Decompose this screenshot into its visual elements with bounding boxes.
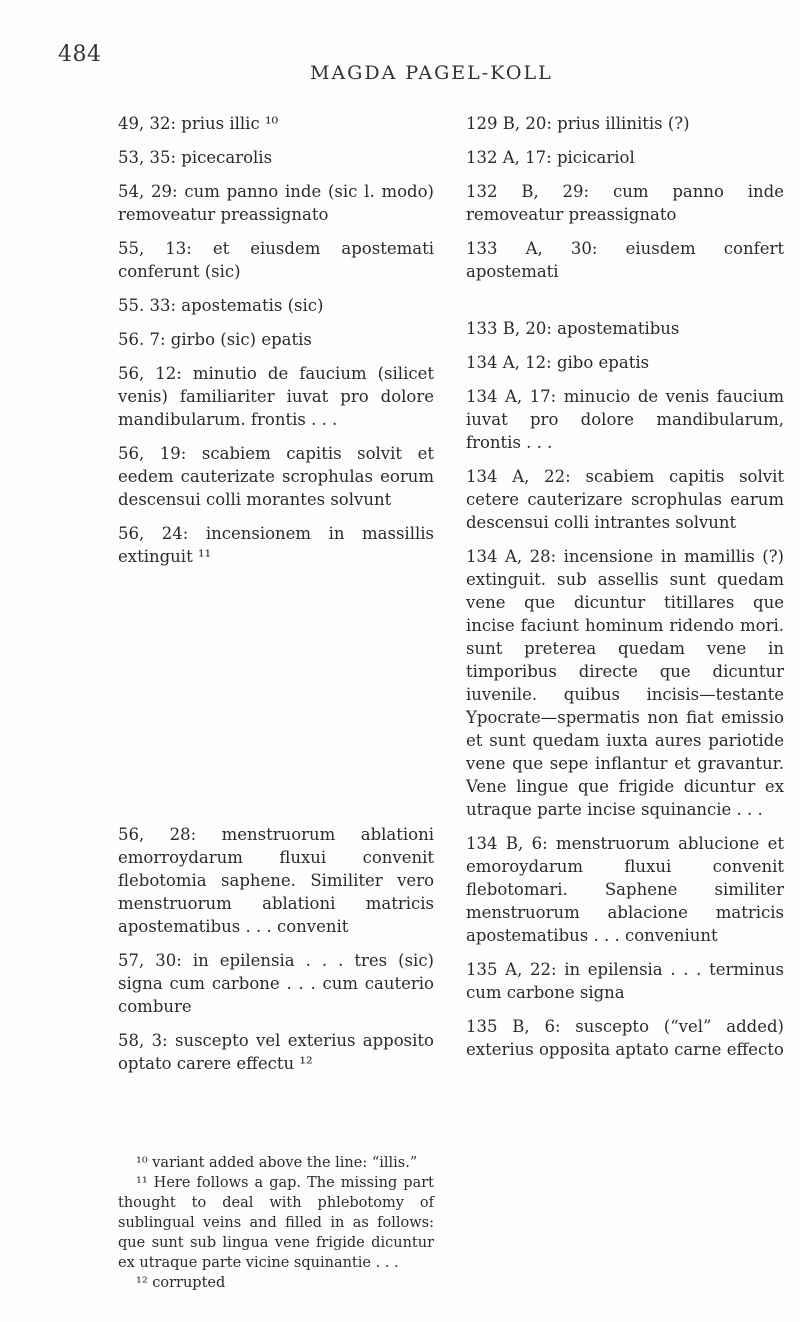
footnote: ¹¹ Here follows a gap. The missing part thought to deal with phlebotomy of sublingual veins and filled in as follows: que sunt sub lingua vene frigide dicuntur ex utraque parte vicine squinantie . . . — [118, 1175, 434, 1271]
right-entry: 134 A, 28: incensione in mamillis (?) extinguit. sub assellis sunt quedam vene que dicuntur titillares que incise faciunt hominum ridendo mori. sunt preterea quedam vene in timporibus directe que dicuntur iuvenile. quibus incisis—testante Ypocrate—spermatis non fiat emissio et sunt quedam iuxta aures pariotide vene que sepe inflantur et gravantur. Vene lingue que frigide dicuntur ex utraque parte incise squinancie . . . — [466, 547, 784, 819]
right-entry: 134 A, 22: scabiem capitis solvit cetere cauterizare scrophulas earum descensui colli intrantes solvunt — [466, 467, 784, 532]
left-entry: 56, 19: scabiem capitis solvit et eedem cauterizate scrophulas eorum descensui colli morantes solvunt — [118, 444, 434, 509]
right-entry: 132 A, 17: picicariol — [466, 148, 635, 167]
left-entry: 54, 29: cum panno inde (sic l. modo) removeatur preassignato — [118, 182, 434, 224]
left-entry: 55, 13: et eiusdem apostemati conferunt (sic) — [118, 239, 434, 281]
right-entry: 134 B, 6: menstruorum ablucione et emoroydarum fluxui convenit flebotomari. Saphene similiter menstruorum ablacione matricis apostematibus . . . conveniunt — [466, 834, 784, 945]
right-entry: 135 B, 6: suscepto (“vel” added) exterius opposita aptato carne effecto — [466, 1017, 784, 1059]
right-entry: 133 B, 20: apostematibus — [466, 319, 680, 338]
left-entry: 49, 32: prius illic ¹⁰ — [118, 114, 279, 133]
right-entry: 134 A, 17: minucio de venis faucium iuvat pro dolore mandibularum, frontis . . . — [466, 387, 784, 452]
left-entry: 58, 3: suscepto vel exterius apposito optato carere effectu ¹² — [118, 1031, 434, 1073]
right-entry: 135 A, 22: in epilensia . . . terminus cum carbone signa — [466, 960, 784, 1002]
left-column — [118, 112, 434, 1086]
page-number: 484 — [58, 42, 102, 67]
left-entry: 55. 33: apostematis (sic) — [118, 296, 324, 315]
left-entry: 56. 7: girbo (sic) epatis — [118, 330, 312, 349]
right-entry: 132 B, 29: cum panno inde removeatur preassignato — [466, 182, 784, 224]
right-entry: 133 A, 30: eiusdem confert apostemati — [466, 239, 784, 281]
left-entry: 56, 28: menstruorum ablationi emorroydarum fluxui convenit flebotomia saphene. Similiter vero menstruorum ablationi matricis apostematibus . . . convenit — [118, 825, 434, 936]
footnote: ¹⁰ variant added above the line: “illis.” — [136, 1155, 418, 1171]
left-entry: 56, 12: minutio de faucium (silicet venis) familiariter iuvat pro dolore mandibularum. frontis . . . — [118, 364, 434, 429]
running-title: MAGDA PAGEL-KOLL — [310, 62, 553, 84]
right-column — [466, 112, 784, 1072]
left-entry: 57, 30: in epilensia . . . tres (sic) signa cum carbone . . . cum cauterio combure — [118, 951, 434, 1016]
left-entry: 53, 35: picecarolis — [118, 148, 273, 167]
right-entry: 134 A, 12: gibo epatis — [466, 353, 650, 372]
left-entry: 56, 24: incensionem in massillis extinguit ¹¹ — [118, 524, 434, 566]
right-entry: 129 B, 20: prius illinitis (?) — [466, 114, 690, 133]
footnote: ¹² corrupted — [136, 1275, 226, 1291]
footnotes — [118, 1153, 434, 1293]
